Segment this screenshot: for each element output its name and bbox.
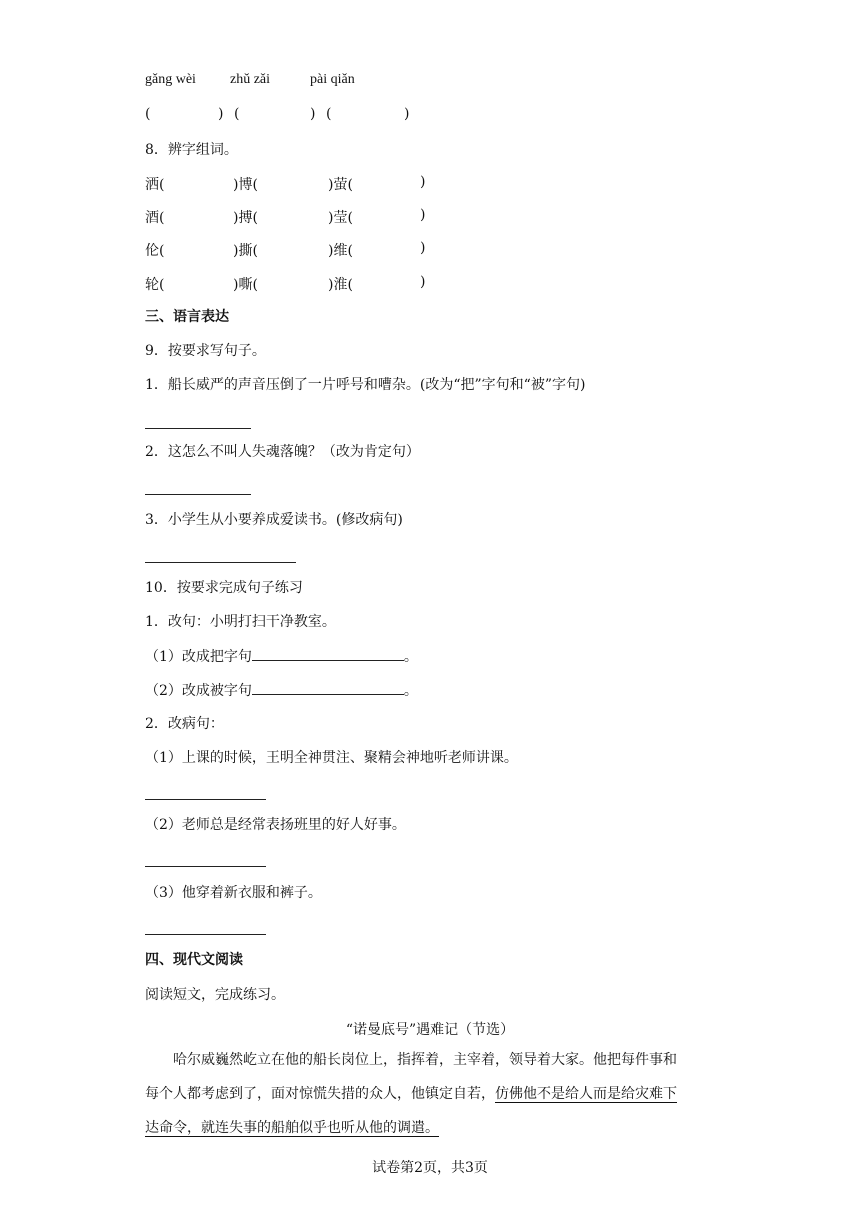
page-footer: 试卷第2页，共3页 (372, 1160, 488, 1176)
section-3-heading: 三、语言表达 (145, 309, 229, 325)
q8-cell: ) (420, 274, 426, 290)
q10-sub-1-label: （1）改成把字句 (145, 649, 252, 665)
passage-line-2 (145, 1077, 717, 1111)
q9-item-1: 1．船长威严的声音压倒了一片呼号和嘈杂。(改为“把”字句和“被”字句) (145, 377, 586, 393)
passage-title: “诺曼底号”遇难记（节选） (345, 1022, 515, 1038)
q8-cell: 轮( (145, 277, 165, 293)
q10-sub-4: （2）老师总是经常表扬班里的好人好事。 (145, 817, 406, 833)
q8-cell: 酒( (145, 210, 165, 226)
answer-blank-q10-5[interactable] (145, 934, 266, 935)
q10-sub-1 (145, 646, 418, 667)
period: 。 (403, 649, 418, 665)
q8-cell: )嘶( (233, 277, 258, 293)
pinyin-3: pài qiǎn (310, 72, 355, 87)
q8-cell: )淮( (328, 277, 353, 293)
section-4-heading: 四、现代文阅读 (145, 952, 243, 968)
q10-sub-2-label: （2）改成被字句 (145, 683, 252, 699)
passage-body (145, 1043, 717, 1145)
q10-title: 10．按要求完成句子练习 (145, 580, 303, 596)
paren-open-3: ( (326, 106, 332, 122)
passage-underlined-1: 仿佛他不是给人而是给灾难下 (495, 1086, 677, 1102)
answer-blank-q10-3[interactable] (145, 799, 266, 800)
q9-item-3: 3．小学生从小要养成爱读书。(修改病句) (145, 512, 403, 528)
q8-cell: )撕( (233, 243, 258, 259)
answer-blank-q10-2[interactable] (252, 680, 404, 695)
q10-item-1: 1．改句：小明打扫干净教室。 (145, 614, 336, 630)
answer-blank-q9-3[interactable] (145, 562, 296, 563)
answer-blank-q9-1[interactable] (145, 428, 251, 429)
pinyin-2: zhǔ zǎi (230, 72, 271, 87)
answer-blank-q10-1[interactable] (252, 646, 404, 661)
q8-cell: ) (420, 207, 426, 223)
q8-cell: )搏( (233, 210, 258, 226)
paren-close-1: ) (218, 106, 224, 122)
reading-instruction: 阅读短文，完成练习。 (145, 987, 285, 1003)
answer-blank-q10-4[interactable] (145, 866, 266, 867)
q8-cell: 伦( (145, 243, 165, 259)
q10-sub-3: （1）上课的时候，王明全神贯注、聚精会神地听老师讲课。 (145, 750, 518, 766)
q8-cell: 洒( (145, 177, 165, 193)
q8-cell: )博( (233, 177, 258, 193)
passage-line-3 (145, 1111, 717, 1145)
passage-line-2-text: 每个人都考虑到了，面对惊慌失措的众人，他镇定自若， (145, 1086, 495, 1102)
q9-title: 9．按要求写句子。 (145, 343, 266, 359)
q10-sub-2 (145, 680, 418, 701)
q8-title: 8．辨字组词。 (145, 142, 238, 158)
q10-sub-5: （3）他穿着新衣服和裤子。 (145, 885, 322, 901)
paren-close-2: ) (310, 106, 316, 122)
paren-open-2: ( (234, 106, 240, 122)
paren-close-3: ) (404, 106, 410, 122)
q9-item-2: 2．这怎么不叫人失魂落魄？（改为肯定句） (145, 444, 420, 460)
q8-cell: )维( (328, 243, 353, 259)
passage-underlined-2: 达命令，就连失事的船舶似乎也听从他的调遣。 (145, 1120, 439, 1136)
period: 。 (403, 683, 418, 699)
q8-cell: )莹( (328, 210, 353, 226)
q8-cell: ) (420, 174, 426, 190)
pinyin-1: gǎng wèi (145, 72, 196, 87)
answer-blank-q9-2[interactable] (145, 494, 251, 495)
passage-line-1: 哈尔威巍然屹立在他的船长岗位上，指挥着，主宰着，领导着大家。他把每件事和 (145, 1052, 677, 1068)
paren-open-1: ( (145, 106, 151, 122)
q10-item-2: 2．改病句： (145, 716, 224, 732)
q8-cell: )萤( (328, 177, 353, 193)
q8-cell: ) (420, 240, 426, 256)
